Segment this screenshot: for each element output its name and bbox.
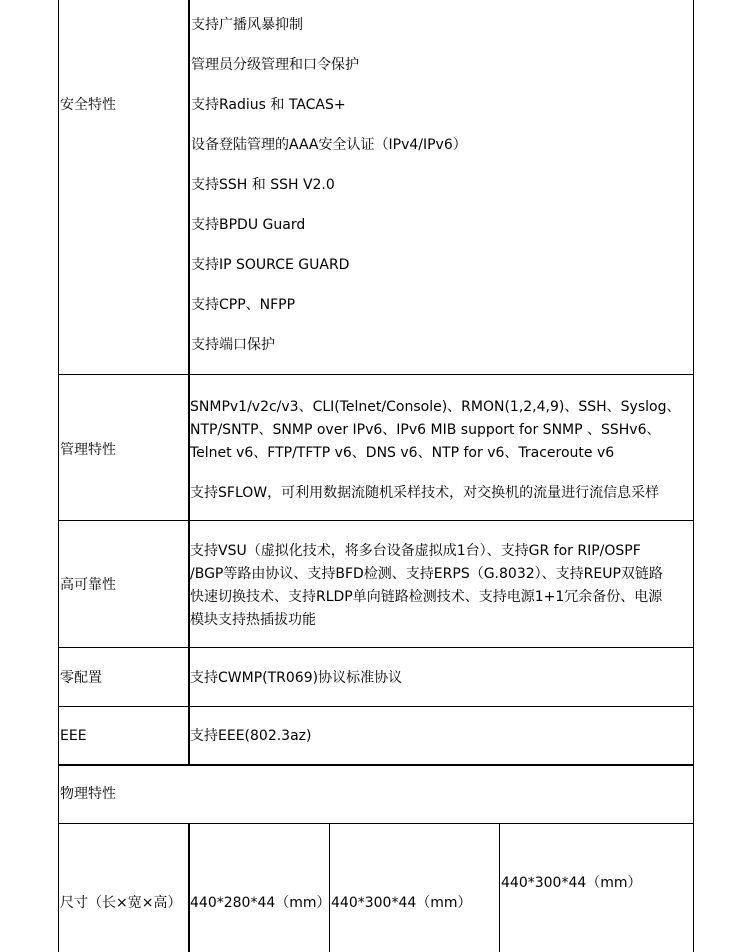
management-sflow: 支持SFLOW，可利用数据流随机采样技术，对交换机的流量进行流信息采样 xyxy=(190,485,660,501)
label-column-divider-lower xyxy=(188,824,190,952)
ha-label: 高可靠性 xyxy=(60,577,116,593)
table-left-border xyxy=(58,0,59,952)
physical-label: 物理特性 xyxy=(60,786,116,802)
row-divider xyxy=(58,520,694,521)
ha-line: 支持VSU（虚拟化技术，将多台设备虚拟成1台）、支持GR for RIP/OSPF xyxy=(190,543,641,559)
management-line: NTP/SNTP、SNMP over IPv6、IPv6 MIB support for SNMP 、SSHv6、 xyxy=(190,422,661,438)
size-label: 尺寸（长×宽×高） xyxy=(60,895,182,911)
security-item: 支持广播风暴抑制 xyxy=(191,17,303,33)
security-item: 设备登陆管理的AAA安全认证（IPv4/IPv6） xyxy=(191,137,467,153)
ha-line: /BGP等路由协议、支持BFD检测、支持ERPS（G.8032）、支持REUP双链路 xyxy=(190,566,663,582)
size-col-divider-2 xyxy=(499,824,500,952)
row-divider xyxy=(58,374,694,375)
ha-line: 模块支持热插拔功能 xyxy=(190,612,316,628)
eee-label: EEE xyxy=(60,728,87,744)
zero-config-label: 零配置 xyxy=(60,670,102,686)
row-divider xyxy=(58,706,694,707)
security-label: 安全特性 xyxy=(60,97,116,113)
size-value: 440*300*44（mm） xyxy=(501,875,642,891)
management-line: Telnet v6、FTP/TFTP v6、DNS v6、NTP for v6、Traceroute v6 xyxy=(190,445,615,461)
security-item: 支持BPDU Guard xyxy=(191,217,306,233)
row-divider xyxy=(58,647,694,648)
table-right-border xyxy=(693,0,694,952)
size-value: 440*280*44（mm） xyxy=(190,895,331,911)
label-column-divider xyxy=(188,0,190,765)
management-line: SNMPv1/v2c/v3、CLI(Telnet/Console)、RMON(1,2,4,9)、SSH、Syslog、 xyxy=(190,399,681,415)
security-item: 管理员分级管理和口令保护 xyxy=(191,57,359,73)
eee-value: 支持EEE(802.3az) xyxy=(190,728,312,744)
security-item: 支持端口保护 xyxy=(191,337,275,353)
security-item: 支持SSH 和 SSH V2.0 xyxy=(191,177,335,193)
row-divider xyxy=(58,823,694,824)
row-divider xyxy=(58,764,694,766)
security-item: 支持CPP、NFPP xyxy=(191,297,296,313)
zero-config-value: 支持CWMP(TR069)协议标准协议 xyxy=(190,670,403,686)
size-col-divider-1 xyxy=(329,824,330,952)
ha-line: 快速切换技术、支持RLDP单向链路检测技术、支持电源1+1冗余备份、电源 xyxy=(190,589,663,605)
size-value: 440*300*44（mm） xyxy=(331,895,472,911)
security-item: 支持IP SOURCE GUARD xyxy=(191,257,350,273)
security-item: 支持Radius 和 TACAS+ xyxy=(191,97,346,113)
management-label: 管理特性 xyxy=(60,442,116,458)
